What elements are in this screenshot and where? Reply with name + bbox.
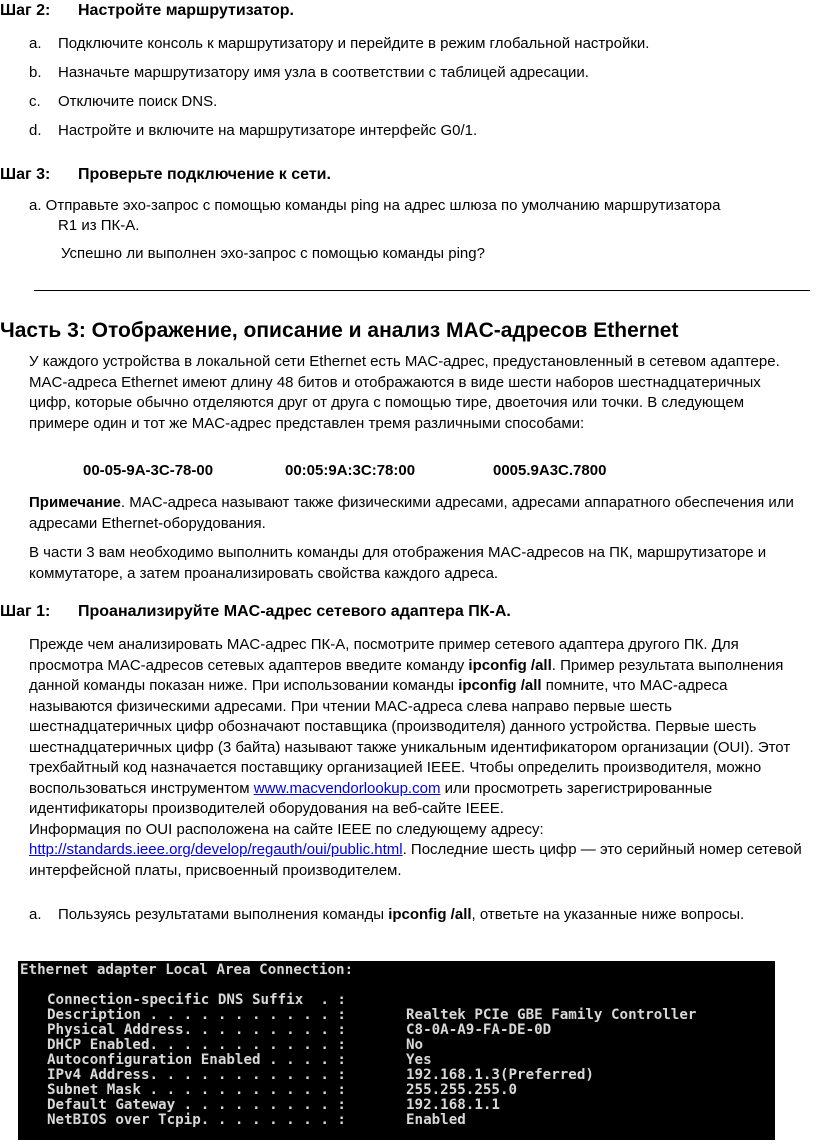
console-label: NetBIOS over Tcpip. . . . . . . . : [47,1112,346,1128]
p2-text-b: . Последние шесть цифр — это серийный номер сетевой интерфейсной платы, присвоенный производителем. [29,841,802,879]
part3-note [29,493,799,534]
step1-title: Проанализируйте MAC-адрес сетевого адаптера ПК-A. [78,603,511,620]
list-marker: d. [29,122,42,139]
step2-title: Настройте маршрутизатор. [78,2,294,19]
console-value: 192.168.1.1 [406,1097,500,1113]
step3-number: Шаг 3: [0,166,51,183]
step3-heading [0,166,816,186]
step2-item-a [29,35,809,54]
step2-item-d [29,122,809,141]
item-a-text-post: , ответьте на указанные ниже вопросы. [471,906,745,923]
console-value: Realtek PCIe GBE Family Controller [406,1007,697,1023]
mac-format-dashes: 00-05-9A-3C-78-00 [83,462,214,479]
list-item-text: Отключите поиск DNS. [58,93,218,110]
cmd-ipconfig: ipconfig /all [468,656,552,674]
p2-text-a: Информация по OUI расположена на сайте IEEE по следующему адресу: [29,820,544,838]
list-marker: b. [29,64,42,81]
step3-question: Успешно ли выполнен эхо-запрос с помощью команды ping? [61,245,485,262]
p1-text-d: или просмотреть зарегистрированные идентификаторы производителей оборудования на веб-сайте IEEE. [29,779,713,817]
list-item-text: Назначьте маршрутизатору имя узла в соответствии с таблицей адресации. [58,64,589,81]
step3-item-a-line2: R1 из ПК-A. [58,217,140,234]
step1-number: Шаг 1: [0,603,51,620]
console-header: Ethernet adapter Local Area Connection: [20,962,354,978]
step2-number: Шаг 2: [0,2,51,19]
answer-line [34,290,810,291]
ieee-oui-link[interactable]: http://standards.ieee.org/develop/regauth/oui/public.html [29,841,403,858]
part3-part-intro: В части 3 вам необходимо выполнить команды для отображения MAC-адресов на ПК, маршрутизаторе и коммутаторе, а затем проанализировать свойства каждого адреса. [29,544,767,582]
console-value: C8-0A-A9-FA-DE-0D [406,1022,552,1038]
console-value: 255.255.255.0 [406,1082,518,1098]
step2-item-c [29,93,809,112]
console-label: DHCP Enabled. . . . . . . . . . . : [47,1037,346,1053]
item-a-text-pre: Пользуясь результатами выполнения команды [58,906,389,923]
step3-title: Проверьте подключение к сети. [78,166,331,183]
step2-item-b [29,64,809,83]
console-value: No [406,1037,424,1053]
mac-format-colons: 00:05:9A:3C:78:00 [285,462,416,479]
list-item-text: Настройте и включите на маршрутизаторе интерфейс G0/1. [58,122,478,139]
note-text: . MAC-адреса называют также физическими адресами, адресами аппаратного обеспечения или адресами Ethernet-оборудования. [29,494,794,532]
list-marker: a. [29,35,42,52]
p1-text-a: Прежде чем анализировать MAC-адрес ПК-A, посмотрите пример сетевого адаптера другого ПК. Для просмотра MAC-адресов сетевых адаптеров введите команду [29,636,739,674]
list-marker: a. [29,906,42,923]
console-label: Connection-specific DNS Suffix . : [47,992,346,1008]
console-label: Default Gateway . . . . . . . . . : [47,1097,346,1113]
cmd-ipconfig: ipconfig /all [388,906,472,923]
console-label: Description . . . . . . . . . . . : [47,1007,346,1023]
list-item-text: Подключите консоль к маршрутизатору и перейдите в режим глобальной настройки. [58,35,650,52]
step1-heading [0,603,816,623]
part3-title: Часть 3: Отображение, описание и анализ MAC-адресов Ethernet [0,319,679,342]
console-value: Yes [406,1052,432,1068]
console-label: Subnet Mask . . . . . . . . . . . : [47,1082,346,1098]
step2-heading [0,2,816,22]
console-label: Physical Address. . . . . . . . . : [47,1022,346,1038]
list-marker: c. [29,93,41,110]
step1-item-a [29,905,789,926]
cmd-ipconfig: ipconfig /all [458,677,542,694]
step1-paragraph [29,635,809,881]
p1-text-c: помните, что MAC-адреса называются физическими адресами. При чтении MAC-адреса слева направо первые шесть шестнадцатеричных цифр обозначают поставщика (производителя) данного устройства. Первые шесть шестнадцатеричных цифр (3 байта) называют также уникальным идентификатором организации (OUI). Этот трехбайтный код назначается поставщику организацией IEEE. Чтобы определить производителя, можно воспользоваться инструментом [29,677,791,797]
console-value: Enabled [406,1112,466,1128]
macvendorlookup-link[interactable]: www.macvendorlookup.com [253,779,441,797]
console-label: IPv4 Address. . . . . . . . . . . : [47,1067,346,1083]
step3-item-a-line1: a. Отправьте эхо-запрос с помощью команды ping на адрес шлюза по умолчанию маршрутизатора [29,197,721,214]
ipconfig-console-output [18,961,775,1140]
console-label: Autoconfiguration Enabled . . . . : [47,1052,346,1068]
note-label: Примечание [29,494,121,511]
part3-intro: У каждого устройства в локальной сети Ethernet есть MAC-адрес, предустановленный в сетевом адаптере. MAC-адреса Ethernet имеют длину 48 битов и отображаются в виде шести наборов шестнадцатеричных цифр, которые обычно отделяются друг от друга с помощью тире, двоеточия или точки. В следующем примере один и тот же MAC-адрес представлен тремя различными способами: [29,353,780,432]
p1-text-b: . Пример результата выполнения данной команды показан ниже. При использовании команды [29,656,784,694]
console-value: 192.168.1.3(Preferred) [406,1067,594,1083]
mac-format-dots: 0005.9A3C.7800 [493,462,607,479]
